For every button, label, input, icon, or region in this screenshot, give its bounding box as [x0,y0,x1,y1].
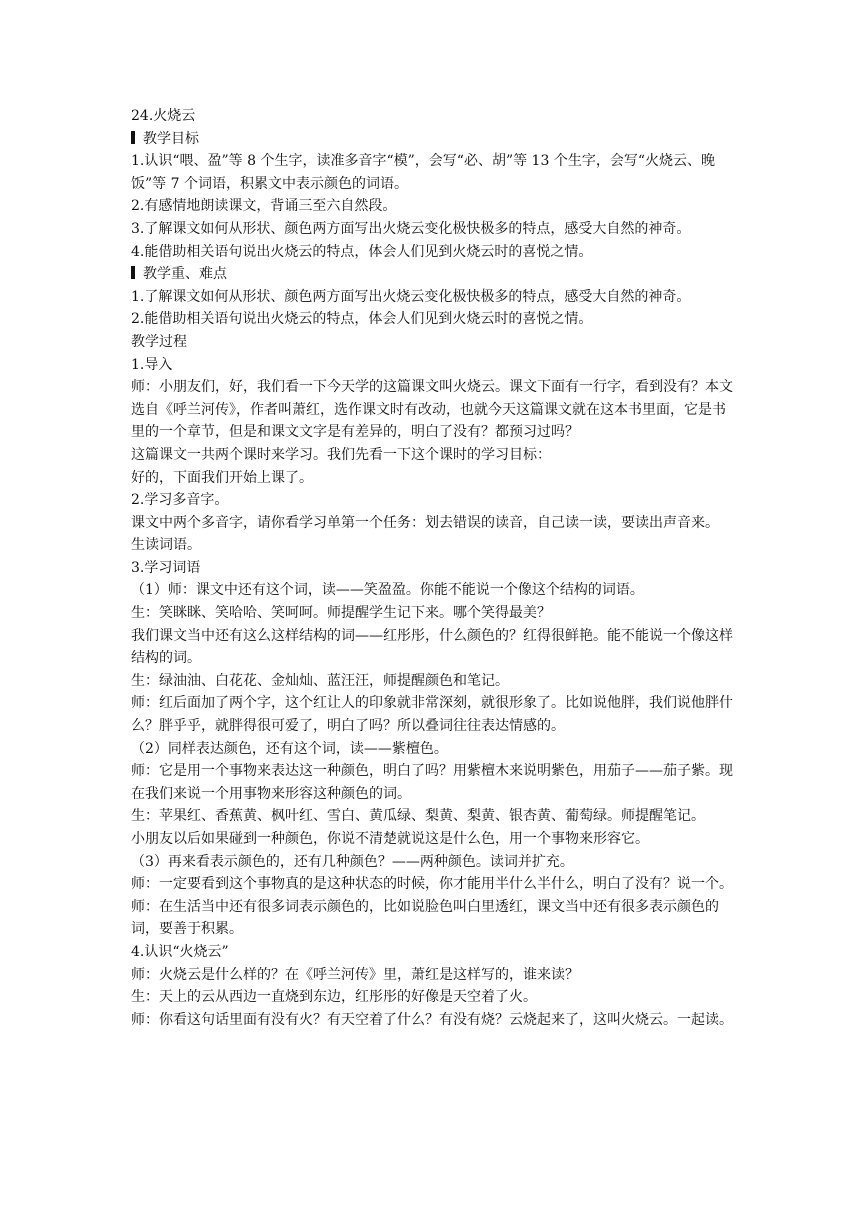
process-paragraph: 2.学习多音字。 [131,492,229,509]
process-paragraph: （1）师：课文中还有这个词，读——笑盈盈。你能不能说一个像这个结构的词语。 [131,582,644,599]
process-paragraph: 师：火烧云是什么样的？在《呼兰河传》里，萧红是这样写的，谁来读？ [131,966,579,983]
process-paragraph: （2）同样表达颜色，还有这个词，读——紫檀色。 [131,740,448,757]
process-paragraph: 师：小朋友们，好，我们看一下今天学的这篇课文叫火烧云。课文下面有一行字，看到没有？本文选自《呼兰河传》，作者叫萧红，选作课文时有改动，也就今天这篇课文就在这本书里面，它是书里的一个章节，但是和课文文字是有差异的，明白了没有？都预习过吗？ [131,379,733,441]
process-paragraph: 师：它是用一个事物来表达这一种颜色，明白了吗？用紫檀木来说明紫色，用茄子——茄子紫。现在我们来说一个用事物来形容这种颜色的词。 [131,763,733,802]
process-paragraph: 师：在生活当中还有很多词表示颜色的，比如说脸色叫白里透红，课文当中还有很多表示颜色的词，要善于积累。 [131,898,719,938]
process-paragraph: 生读词语。 [131,537,201,554]
process-paragraph: 小朋友以后如果碰到一种颜色，你说不清楚就说这是什么色，用一个事物来形容它。 [131,831,649,847]
process-paragraph: 3.学习词语 [131,559,201,576]
process-paragraph: 4.认识“火烧云” [131,943,229,960]
goal-item: 2.有感情地朗读课文，背诵三至六自然段。 [131,198,397,215]
process-paragraph: 生：苹果红、香蕉黄、枫叶红、雪白、黄瓜绿、梨黄、梨黄、银杏黄、葡萄绿。师提醒笔记。 [131,808,705,825]
key-point-item: 1.了解课文如何从形状、颜色两方面写出火烧云变化极快极多的特点，感受大自然的神奇。 [131,288,691,305]
heading-marker [131,131,135,144]
section-heading-key-points [131,263,736,286]
process-paragraph: 好的，下面我们开始上课了。 [131,469,313,486]
key-point-item: 2.能借助相关语句说出火烧云的特点，体会人们见到火烧云时的喜悦之情。 [131,311,593,328]
process-paragraph: 师：你看这句话里面有没有火？有天空着了什么？有没有烧？云烧起来了，这叫火烧云。一起读。 [131,1011,733,1028]
process-paragraph: 课文中两个多音字，请你看学习单第一个任务：划去错误的读音，自己读一读，要读出声音来。 [131,514,719,531]
process-paragraph: 生：绿油油、白花花、金灿灿、蓝汪汪，师提醒颜色和笔记。 [131,672,509,689]
document-title: 24.火烧云 [131,108,196,124]
document-body [131,105,736,1031]
process-paragraph: 1.导入 [131,356,173,373]
process-heading: 教学过程 [131,333,187,350]
goal-item: 1.认识“喂、盈”等 8 个生字，读准多音字“模”，会写“必、胡”等 13 个生字，会写“火烧云、晚饭”等 7 个词语，积累文中表示颜色的词语。 [131,153,715,192]
process-paragraph: 师：一定要看到这个事物真的是这种状态的时候，你才能用半什么半什么，明白了没有？说一个。 [131,876,733,893]
process-paragraph: 我们课文当中还有这么这样结构的词——红彤彤，什么颜色的？红得很鲜艳。能不能说一个像这样结构的词。 [131,627,733,667]
process-paragraph: 生：天上的云从西边一直烧到东边，红彤彤的好像是天空着了火。 [131,989,537,1006]
process-paragraph: 师：红后面加了两个字，这个红让人的印象就非常深刻，就很形象了。比如说他胖，我们说他胖什么？胖乎乎，就胖得很可爱了，明白了吗？所以叠词往往表达情感的。 [131,695,733,735]
section-heading-goals-label: 教学目标 [143,130,199,147]
section-heading-key-points-label: 教学重、难点 [143,266,227,283]
process-paragraph: 这篇课文一共两个课时来学习。我们先看一下这个课时的学习目标： [131,446,551,463]
heading-marker [131,266,135,279]
section-heading-goals [131,128,736,151]
process-paragraph: （3）再来看表示颜色的，还有几种颜色？——两种颜色。读词并扩充。 [131,853,574,870]
process-paragraph: 生：笑眯眯、笑哈哈、笑呵呵。师提醒学生记下来。哪个笑得最美？ [131,605,551,622]
goal-item: 4.能借助相关语句说出火烧云的特点，体会人们见到火烧云时的喜悦之情。 [131,243,593,260]
goal-item: 3.了解课文如何从形状、颜色两方面写出火烧云变化极快极多的特点，感受大自然的神奇。 [131,220,691,237]
